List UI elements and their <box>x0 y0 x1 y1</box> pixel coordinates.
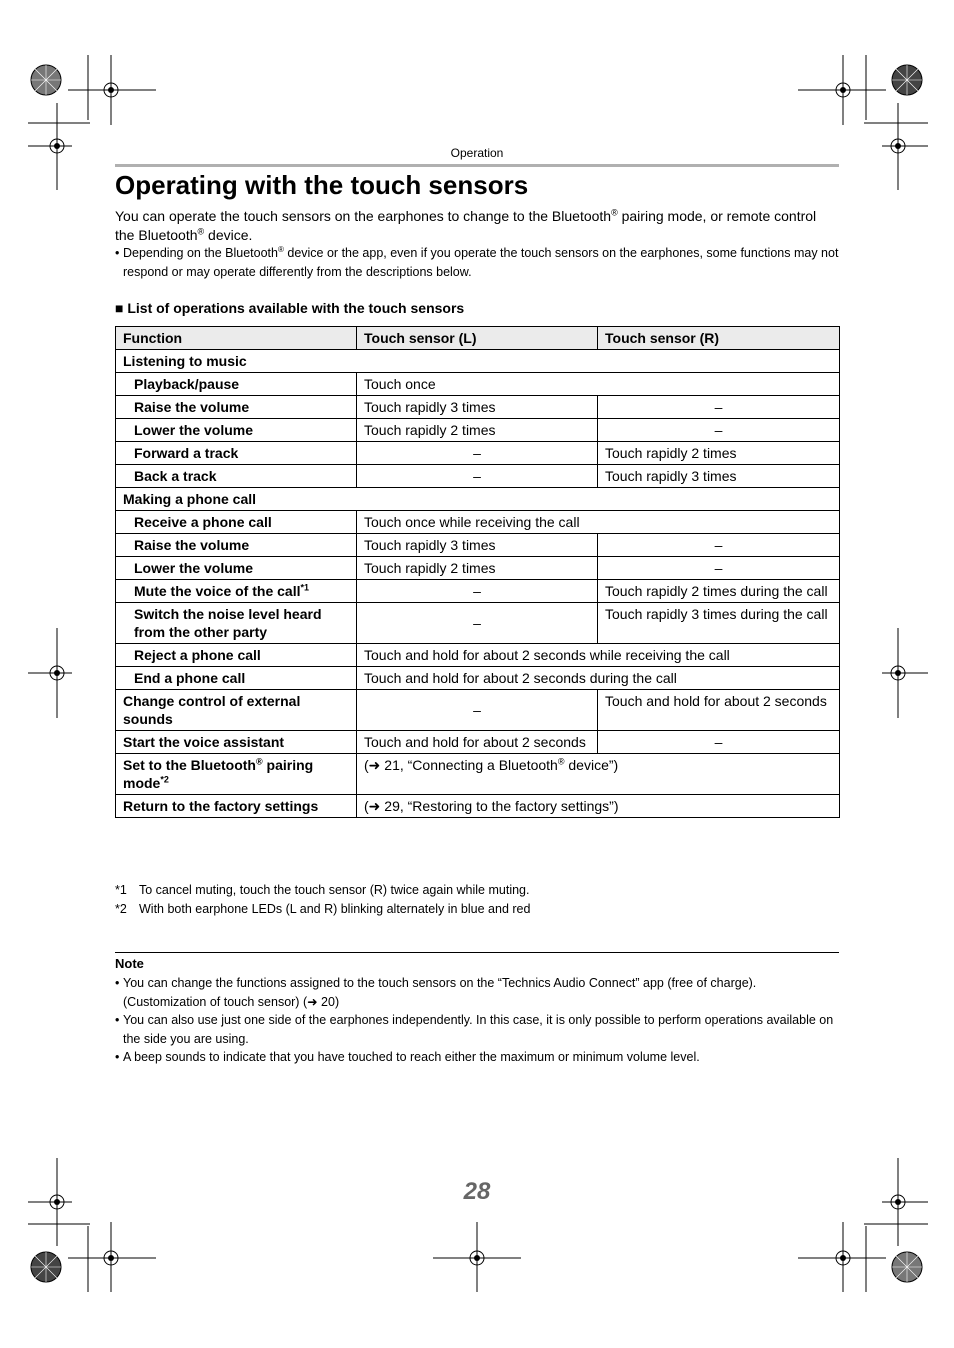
function-label: Mute the voice of the call <box>134 583 301 599</box>
touch-l-cell: – <box>357 580 598 603</box>
touch-r-cell: Touch and hold for about 2 seconds <box>598 690 840 731</box>
footnote-text: To cancel muting, touch the touch sensor (R) twice again while muting. <box>139 883 530 897</box>
touch-l-cell: Touch and hold for about 2 seconds <box>357 731 598 754</box>
function-cell: Switch the noise level heard from the other party <box>116 603 357 644</box>
footnote-text: With both earphone LEDs (L and R) blinking alternately in blue and red <box>139 901 531 916</box>
touch-r-cell: Touch rapidly 3 times during the call <box>598 603 840 644</box>
note-text: A beep sounds to indicate that you have touched to reach either the maximum or minimum volume level. <box>123 1050 700 1064</box>
registered-mark: ® <box>557 756 565 767</box>
function-cell: Change control of external sounds <box>116 690 357 731</box>
registered-mark: ® <box>278 244 284 254</box>
intro-text-2: pairing mode, or remote control the Bluetooth <box>115 208 817 243</box>
table-row <box>116 396 840 419</box>
table-row <box>116 690 840 731</box>
function-cell: End a phone call <box>116 667 357 690</box>
list-item <box>115 244 839 281</box>
touch-l-cell: – <box>357 442 598 465</box>
function-cell <box>116 754 357 795</box>
note-list <box>115 974 839 1067</box>
intro-text-1: You can operate the touch sensors on the earphones to change to the Bluetooth <box>115 208 612 224</box>
table-row <box>116 580 840 603</box>
both-sensors-cell: Touch once <box>357 373 840 396</box>
bullet-icon: • <box>115 246 120 260</box>
both-sensors-cell <box>357 754 840 795</box>
touch-r-cell: – <box>598 557 840 580</box>
table-row <box>116 644 840 667</box>
bullet-text <box>123 244 839 281</box>
footnote-mark: *2 <box>115 901 127 916</box>
running-header: Operation <box>450 146 504 160</box>
function-cell: Raise the volume <box>116 534 357 557</box>
both-sensors-cell: Touch once while receiving the call <box>357 511 840 534</box>
touch-r-cell: – <box>598 419 840 442</box>
footnotes <box>115 881 530 918</box>
table-row <box>116 442 840 465</box>
table-row <box>116 754 840 795</box>
table-row <box>116 795 840 818</box>
group-listening-music: Listening to music <box>116 350 840 373</box>
table-group-row <box>116 488 840 511</box>
footnote <box>115 881 530 900</box>
registered-mark: ® <box>256 756 263 767</box>
function-cell: Raise the volume <box>116 396 357 419</box>
touch-l-cell: – <box>357 603 598 644</box>
intro-text-3: device. <box>204 227 253 243</box>
touch-r-cell: – <box>598 534 840 557</box>
note-text: You can change the functions assigned to the touch sensors on the “Technics Audio Connect” app (free of charge). (Customization of touch sensor) (➜ 20) <box>123 976 757 1009</box>
table-row <box>116 557 840 580</box>
operations-table <box>115 326 840 818</box>
touch-l-cell: Touch rapidly 3 times <box>357 534 598 557</box>
touch-l-cell: – <box>357 465 598 488</box>
intro-bullet-list <box>115 244 839 281</box>
footnote-mark: *1 <box>115 883 127 897</box>
function-cell: Playback/pause <box>116 373 357 396</box>
table-row <box>116 373 840 396</box>
touch-l-cell: Touch rapidly 2 times <box>357 557 598 580</box>
touch-r-cell: – <box>598 731 840 754</box>
function-label: Set to the Bluetooth <box>123 757 256 773</box>
bullet-text-1: Depending on the Bluetooth <box>123 246 278 260</box>
registered-mark: ® <box>611 207 618 218</box>
function-cell: Back a track <box>116 465 357 488</box>
both-sensors-cell: (➜ 29, “Restoring to the factory settings”) <box>357 795 840 818</box>
function-cell: Lower the volume <box>116 557 357 580</box>
page-title: Operating with the touch sensors <box>115 170 529 200</box>
touch-r-cell: Touch rapidly 2 times <box>598 442 840 465</box>
table-row <box>116 419 840 442</box>
function-cell: Return to the factory settings <box>116 795 357 818</box>
table-row <box>116 603 840 644</box>
intro-paragraph <box>115 207 835 245</box>
touch-r-cell: Touch rapidly 3 times <box>598 465 840 488</box>
note-title: Note <box>115 956 144 971</box>
table-header-row <box>116 327 840 350</box>
table-row <box>116 731 840 754</box>
cross-reference: device”) <box>564 757 619 773</box>
table-row <box>116 534 840 557</box>
note-text: You can also use just one side of the earphones independently. In this case, it is only possible to perform operations available on the side you are using. <box>123 1013 834 1046</box>
cross-reference: (➜ 21, “Connecting a Bluetooth <box>364 757 558 773</box>
footnote-ref: *1 <box>300 582 309 593</box>
function-cell <box>116 580 357 603</box>
function-cell: Forward a track <box>116 442 357 465</box>
touch-l-cell: Touch rapidly 3 times <box>357 396 598 419</box>
touch-r-cell: – <box>598 396 840 419</box>
function-cell: Start the voice assistant <box>116 731 357 754</box>
group-making-call: Making a phone call <box>116 488 840 511</box>
bullet-icon: • <box>115 976 120 990</box>
table-row <box>116 667 840 690</box>
footnote <box>115 900 530 919</box>
registered-mark: ® <box>197 226 205 237</box>
header-touch-l: Touch sensor (L) <box>357 327 598 350</box>
table-group-row <box>116 350 840 373</box>
table-row <box>116 511 840 534</box>
list-item <box>115 974 839 1011</box>
both-sensors-cell: Touch and hold for about 2 seconds while receiving the call <box>357 644 840 667</box>
list-item <box>115 1011 839 1048</box>
touch-l-cell: – <box>357 690 598 731</box>
header-rule <box>115 164 839 167</box>
touch-l-cell: Touch rapidly 2 times <box>357 419 598 442</box>
function-cell: Reject a phone call <box>116 644 357 667</box>
header-function: Function <box>116 327 357 350</box>
list-item <box>115 1048 839 1067</box>
table-row <box>116 465 840 488</box>
bullet-icon: • <box>115 1050 120 1064</box>
footnote-ref: *2 <box>160 774 169 785</box>
function-cell: Receive a phone call <box>116 511 357 534</box>
section-heading: ■ List of operations available with the touch sensors <box>115 300 465 316</box>
both-sensors-cell: Touch and hold for about 2 seconds during the call <box>357 667 840 690</box>
page-number: 28 <box>463 1178 491 1205</box>
bullet-text-2: device or the app, even if you operate the touch sensors on the earphones, some functions may not respond or may operate differently from the descriptions below. <box>123 246 839 279</box>
note-divider <box>115 952 839 953</box>
function-cell: Lower the volume <box>116 419 357 442</box>
touch-r-cell: Touch rapidly 2 times during the call <box>598 580 840 603</box>
bullet-icon: • <box>115 1013 120 1027</box>
header-touch-r: Touch sensor (R) <box>598 327 840 350</box>
function-label: pairing mode <box>123 757 314 791</box>
